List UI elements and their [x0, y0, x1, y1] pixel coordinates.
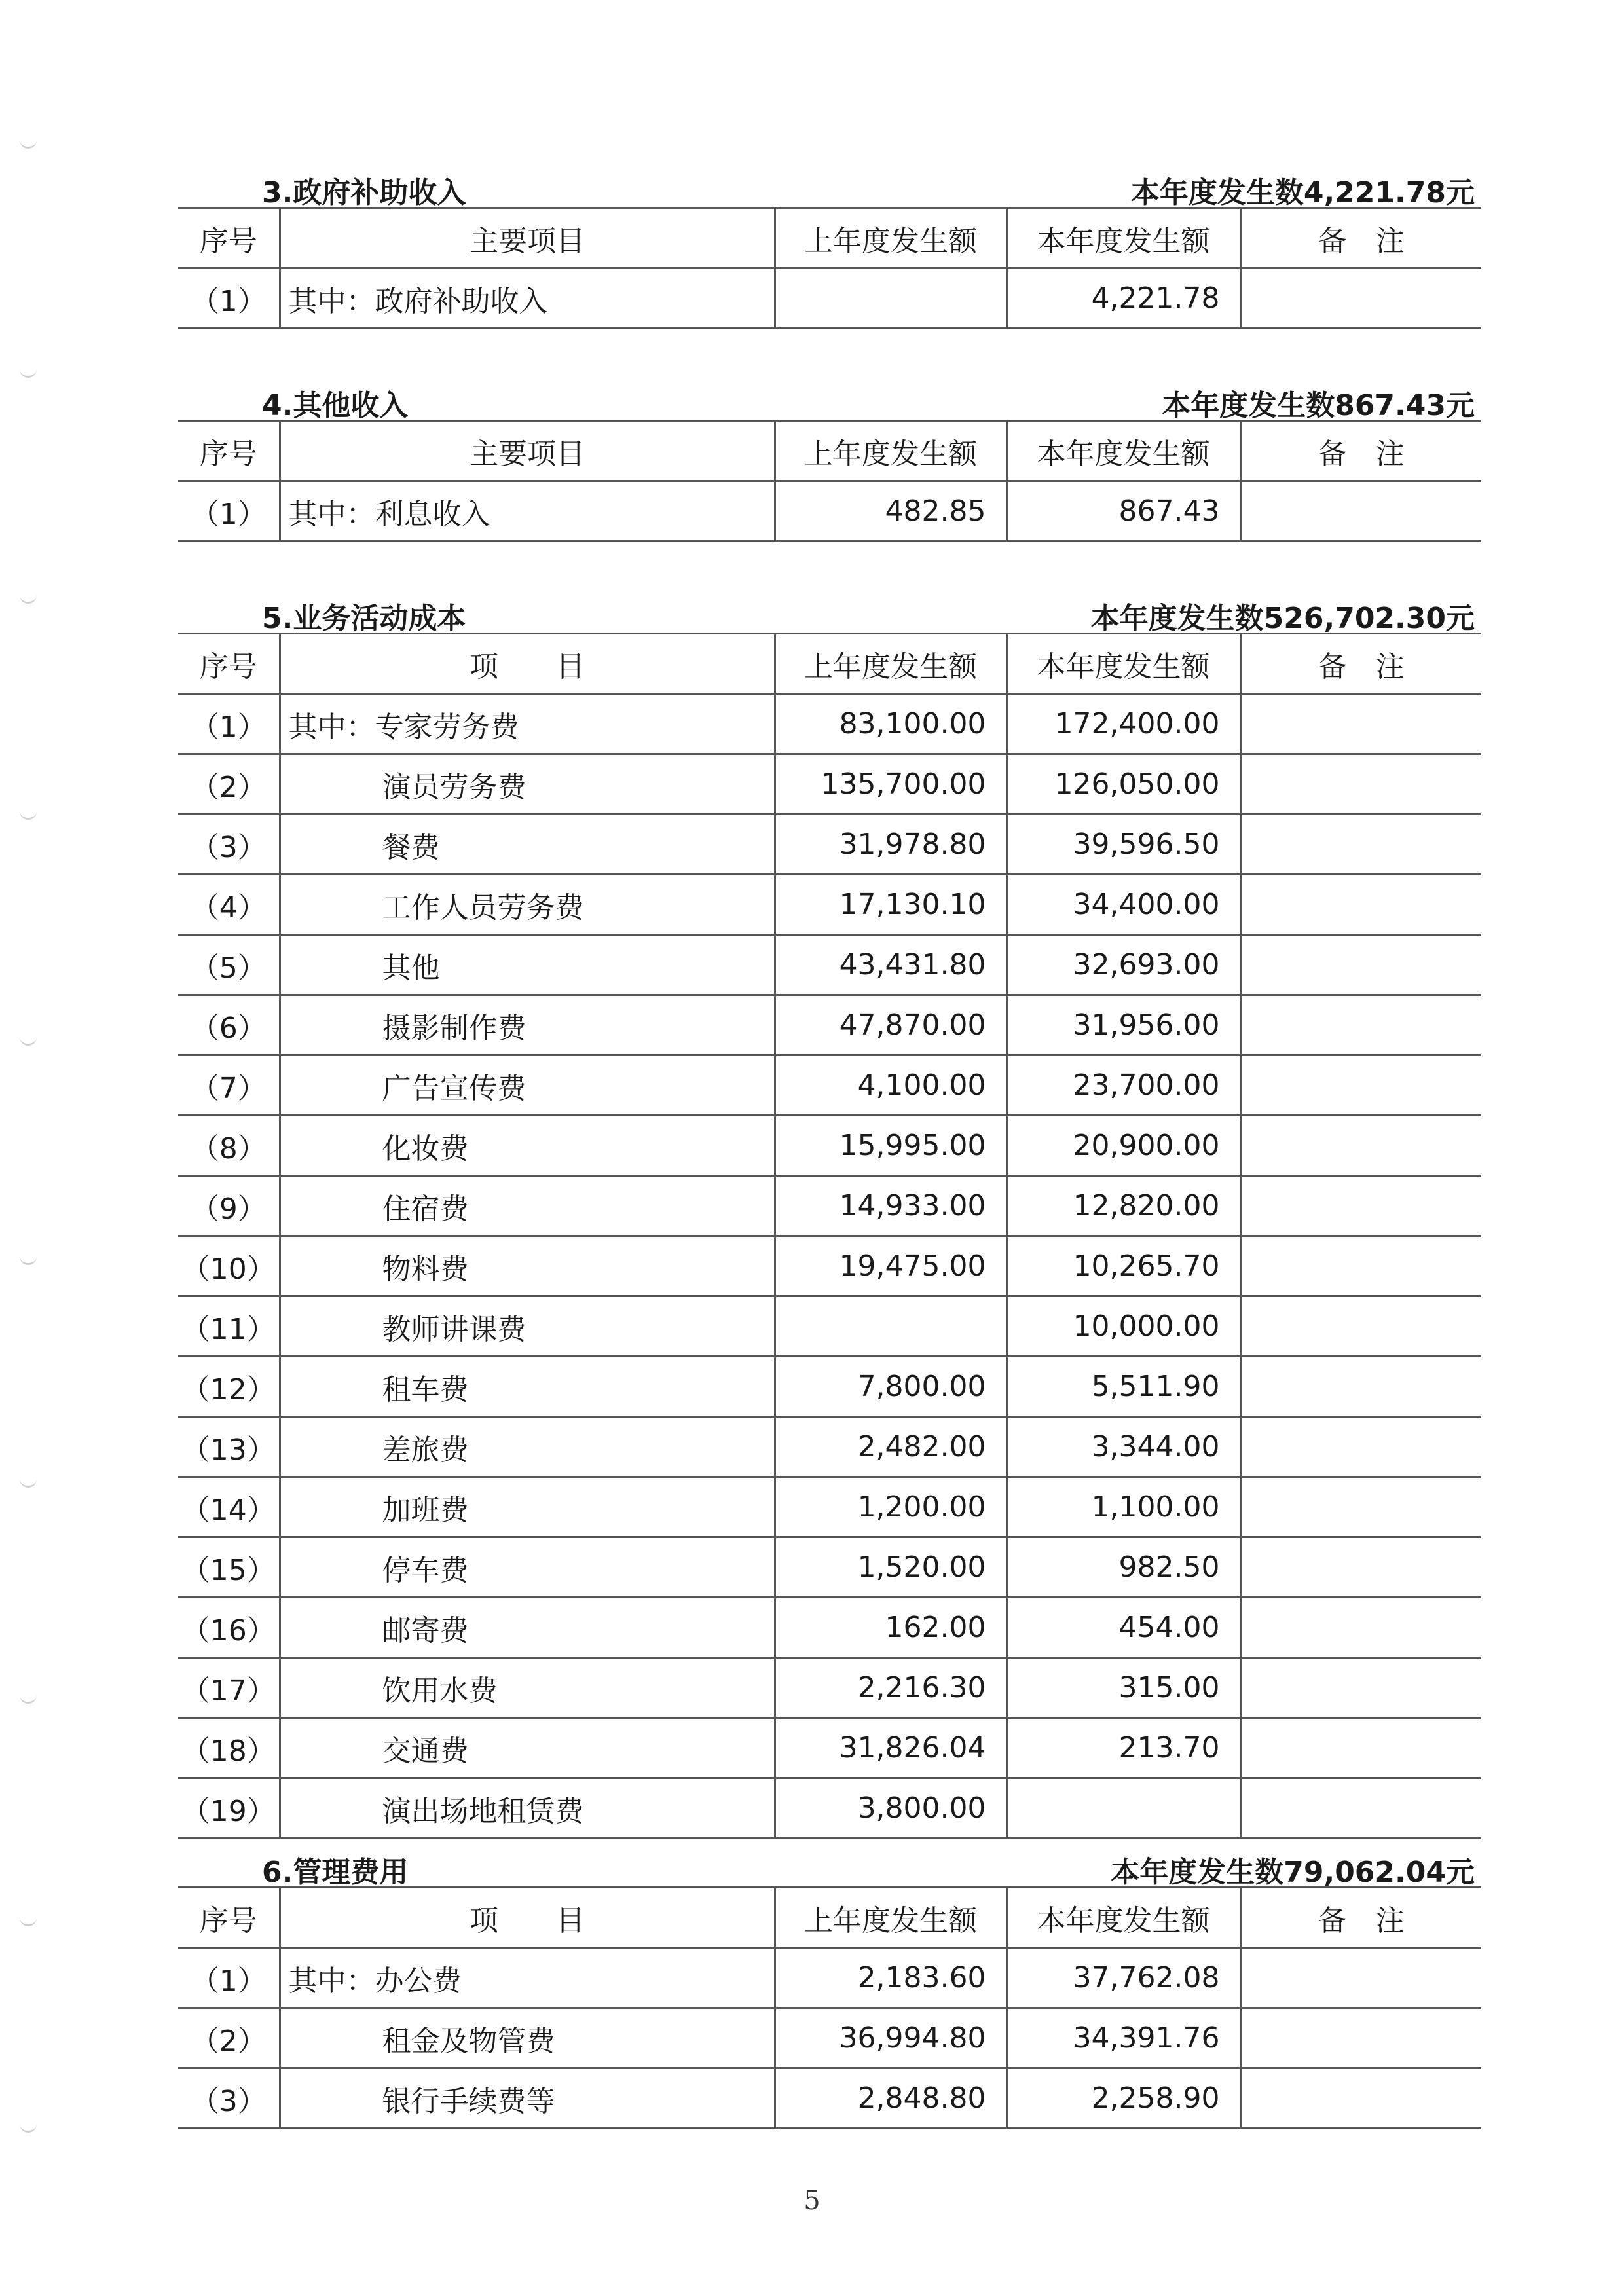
cell-current-year: 3,344.00 — [1006, 1417, 1240, 1477]
section-title: 4.其他收入 — [262, 389, 409, 422]
cell-item: 租金及物管费 — [280, 2008, 775, 2068]
section-total: 本年度发生数867.43元 — [1162, 389, 1475, 422]
punch-mark — [20, 367, 37, 378]
table-row — [178, 1477, 1481, 1537]
cell-prev-year: 135,700.00 — [775, 754, 1006, 815]
table-header-row — [178, 634, 1481, 694]
header-cell-note: 备 注 — [1240, 634, 1481, 694]
punch-mark — [20, 2121, 37, 2133]
cell-item: 饮用水费 — [280, 1658, 775, 1718]
section-business-cost — [178, 589, 1481, 1839]
cell-item: 其中：利息收入 — [280, 481, 775, 542]
cell-prev-year: 36,994.80 — [775, 2008, 1006, 2068]
cell-note — [1240, 1176, 1481, 1236]
header-cell-current-year: 本年度发生额 — [1006, 634, 1240, 694]
table-row — [178, 995, 1481, 1056]
section-title: 6.管理费用 — [262, 1856, 409, 1889]
cell-item: 教师讲课费 — [280, 1296, 775, 1357]
cell-note — [1240, 1417, 1481, 1477]
cell-item: 交通费 — [280, 1718, 775, 1778]
table-row — [178, 1056, 1481, 1116]
cell-no: （12） — [178, 1357, 280, 1417]
cell-no: （7） — [178, 1056, 280, 1116]
cell-item: 摄影制作费 — [280, 995, 775, 1056]
table-row — [178, 935, 1481, 995]
cell-item: 邮寄费 — [280, 1598, 775, 1658]
table-row — [178, 1417, 1481, 1477]
table-row — [178, 268, 1481, 329]
cell-prev-year: 14,933.00 — [775, 1176, 1006, 1236]
cell-note — [1240, 1598, 1481, 1658]
cell-current-year: 23,700.00 — [1006, 1056, 1240, 1116]
cell-current-year: 315.00 — [1006, 1658, 1240, 1718]
table-row — [178, 1236, 1481, 1296]
cell-item: 加班费 — [280, 1477, 775, 1537]
section-title: 5.业务活动成本 — [262, 602, 466, 635]
cell-prev-year: 83,100.00 — [775, 694, 1006, 754]
cell-prev-year: 43,431.80 — [775, 935, 1006, 995]
cell-current-year: 10,000.00 — [1006, 1296, 1240, 1357]
table-row — [178, 481, 1481, 542]
table-row — [178, 815, 1481, 875]
section-header — [178, 589, 1481, 633]
table-header-row — [178, 421, 1481, 481]
cell-current-year: 34,400.00 — [1006, 875, 1240, 935]
table-row — [178, 1778, 1481, 1839]
section-total: 本年度发生数79,062.04元 — [1111, 1856, 1475, 1889]
cell-prev-year: 2,848.80 — [775, 2068, 1006, 2129]
table-row — [178, 1718, 1481, 1778]
cell-note — [1240, 754, 1481, 815]
header-cell-item: 主要项目 — [280, 421, 775, 481]
cell-prev-year: 3,800.00 — [775, 1778, 1006, 1839]
table-row — [178, 875, 1481, 935]
header-cell-prev-year: 上年度发生额 — [775, 1888, 1006, 1948]
punch-mark — [20, 1035, 37, 1046]
cell-current-year: 454.00 — [1006, 1598, 1240, 1658]
header-cell-prev-year: 上年度发生额 — [775, 634, 1006, 694]
table-row — [178, 1537, 1481, 1598]
header-cell-no: 序号 — [178, 1888, 280, 1948]
header-cell-current-year: 本年度发生额 — [1006, 208, 1240, 268]
cell-item: 其中：办公费 — [280, 1948, 775, 2008]
cell-no: （19） — [178, 1778, 280, 1839]
cell-item: 住宿费 — [280, 1176, 775, 1236]
header-cell-note: 备 注 — [1240, 421, 1481, 481]
header-cell-current-year: 本年度发生额 — [1006, 421, 1240, 481]
header-cell-note: 备 注 — [1240, 1888, 1481, 1948]
data-table — [178, 1886, 1481, 2129]
cell-current-year: 31,956.00 — [1006, 995, 1240, 1056]
punch-mark — [20, 1693, 37, 1704]
cell-prev-year — [775, 268, 1006, 329]
cell-no: （1） — [178, 481, 280, 542]
section-header — [178, 376, 1481, 420]
table-row — [178, 1176, 1481, 1236]
cell-prev-year: 482.85 — [775, 481, 1006, 542]
cell-no: （15） — [178, 1537, 280, 1598]
cell-note — [1240, 1948, 1481, 2008]
cell-note — [1240, 1296, 1481, 1357]
cell-no: （8） — [178, 1116, 280, 1176]
cell-note — [1240, 1056, 1481, 1116]
header-cell-prev-year: 上年度发生额 — [775, 208, 1006, 268]
header-cell-note: 备 注 — [1240, 208, 1481, 268]
cell-current-year: 1,100.00 — [1006, 1477, 1240, 1537]
cell-no: （2） — [178, 754, 280, 815]
cell-note — [1240, 995, 1481, 1056]
header-cell-no: 序号 — [178, 634, 280, 694]
cell-note — [1240, 2068, 1481, 2129]
cell-no: （17） — [178, 1658, 280, 1718]
cell-note — [1240, 1357, 1481, 1417]
table-row — [178, 754, 1481, 815]
cell-no: （1） — [178, 1948, 280, 2008]
header-cell-item: 主要项目 — [280, 208, 775, 268]
cell-note — [1240, 481, 1481, 542]
table-row — [178, 1357, 1481, 1417]
data-table — [178, 207, 1481, 329]
cell-item: 广告宣传费 — [280, 1056, 775, 1116]
punch-mark — [20, 809, 37, 820]
table-row — [178, 694, 1481, 754]
section-other-income — [178, 376, 1481, 542]
page-number: 5 — [803, 2186, 821, 2216]
cell-item: 演出场地租赁费 — [280, 1778, 775, 1839]
cell-prev-year: 162.00 — [775, 1598, 1006, 1658]
cell-note — [1240, 875, 1481, 935]
cell-prev-year: 1,520.00 — [775, 1537, 1006, 1598]
section-total: 本年度发生数4,221.78元 — [1130, 176, 1475, 210]
cell-prev-year: 17,130.10 — [775, 875, 1006, 935]
cell-current-year: 12,820.00 — [1006, 1176, 1240, 1236]
cell-no: （3） — [178, 2068, 280, 2129]
cell-current-year: 20,900.00 — [1006, 1116, 1240, 1176]
cell-note — [1240, 694, 1481, 754]
cell-item: 停车费 — [280, 1537, 775, 1598]
cell-current-year: 867.43 — [1006, 481, 1240, 542]
cell-current-year: 34,391.76 — [1006, 2008, 1240, 2068]
cell-current-year: 982.50 — [1006, 1537, 1240, 1598]
cell-current-year: 5,511.90 — [1006, 1357, 1240, 1417]
cell-no: （16） — [178, 1598, 280, 1658]
cell-note — [1240, 935, 1481, 995]
cell-item: 租车费 — [280, 1357, 775, 1417]
cell-note — [1240, 1116, 1481, 1176]
cell-no: （11） — [178, 1296, 280, 1357]
cell-current-year: 4,221.78 — [1006, 268, 1240, 329]
punch-mark — [20, 1477, 37, 1488]
cell-current-year: 126,050.00 — [1006, 754, 1240, 815]
table-row — [178, 1598, 1481, 1658]
cell-current-year — [1006, 1778, 1240, 1839]
cell-no: （18） — [178, 1718, 280, 1778]
cell-note — [1240, 1477, 1481, 1537]
data-table — [178, 633, 1481, 1839]
cell-prev-year: 2,216.30 — [775, 1658, 1006, 1718]
punch-mark — [20, 1254, 37, 1265]
cell-no: （3） — [178, 815, 280, 875]
section-header — [178, 164, 1481, 210]
cell-no: （5） — [178, 935, 280, 995]
header-cell-prev-year: 上年度发生额 — [775, 421, 1006, 481]
cell-prev-year: 19,475.00 — [775, 1236, 1006, 1296]
punch-mark — [20, 138, 37, 149]
cell-no: （9） — [178, 1176, 280, 1236]
cell-note — [1240, 1537, 1481, 1598]
cell-item: 银行手续费等 — [280, 2068, 775, 2129]
cell-prev-year: 2,482.00 — [775, 1417, 1006, 1477]
table-row — [178, 1948, 1481, 2008]
cell-item: 餐费 — [280, 815, 775, 875]
table-row — [178, 1658, 1481, 1718]
section-title: 3.政府补助收入 — [262, 176, 466, 210]
cell-current-year: 172,400.00 — [1006, 694, 1240, 754]
cell-current-year: 37,762.08 — [1006, 1948, 1240, 2008]
cell-no: （13） — [178, 1417, 280, 1477]
cell-item: 工作人员劳务费 — [280, 875, 775, 935]
cell-note — [1240, 1718, 1481, 1778]
table-row — [178, 2008, 1481, 2068]
cell-note — [1240, 1778, 1481, 1839]
cell-prev-year: 4,100.00 — [775, 1056, 1006, 1116]
table-header-row — [178, 208, 1481, 268]
cell-note — [1240, 815, 1481, 875]
cell-item: 其他 — [280, 935, 775, 995]
section-management-expenses — [178, 1843, 1481, 2129]
cell-item: 化妆费 — [280, 1116, 775, 1176]
section-total: 本年度发生数526,702.30元 — [1090, 602, 1475, 635]
cell-current-year: 32,693.00 — [1006, 935, 1240, 995]
header-cell-no: 序号 — [178, 421, 280, 481]
header-cell-item: 项 目 — [280, 1888, 775, 1948]
cell-prev-year: 15,995.00 — [775, 1116, 1006, 1176]
cell-item: 其中：专家劳务费 — [280, 694, 775, 754]
punch-mark — [20, 1915, 37, 1926]
cell-no: （10） — [178, 1236, 280, 1296]
cell-no: （1） — [178, 694, 280, 754]
cell-current-year: 10,265.70 — [1006, 1236, 1240, 1296]
cell-prev-year: 1,200.00 — [775, 1477, 1006, 1537]
header-cell-no: 序号 — [178, 208, 280, 268]
punch-mark — [20, 593, 37, 604]
cell-no: （6） — [178, 995, 280, 1056]
cell-item: 演员劳务费 — [280, 754, 775, 815]
cell-prev-year — [775, 1296, 1006, 1357]
cell-prev-year: 7,800.00 — [775, 1357, 1006, 1417]
cell-no: （14） — [178, 1477, 280, 1537]
table-row — [178, 1296, 1481, 1357]
cell-note — [1240, 268, 1481, 329]
table-header-row — [178, 1888, 1481, 1948]
table-row — [178, 2068, 1481, 2129]
cell-no: （2） — [178, 2008, 280, 2068]
cell-prev-year: 2,183.60 — [775, 1948, 1006, 2008]
section-government-subsidy — [178, 164, 1481, 329]
cell-current-year: 2,258.90 — [1006, 2068, 1240, 2129]
cell-no: （4） — [178, 875, 280, 935]
cell-no: （1） — [178, 268, 280, 329]
cell-current-year: 39,596.50 — [1006, 815, 1240, 875]
cell-note — [1240, 1236, 1481, 1296]
section-header — [178, 1843, 1481, 1889]
cell-prev-year: 31,978.80 — [775, 815, 1006, 875]
data-table — [178, 420, 1481, 542]
header-cell-current-year: 本年度发生额 — [1006, 1888, 1240, 1948]
cell-prev-year: 31,826.04 — [775, 1718, 1006, 1778]
cell-item: 差旅费 — [280, 1417, 775, 1477]
cell-item: 其中：政府补助收入 — [280, 268, 775, 329]
table-row — [178, 1116, 1481, 1176]
cell-current-year: 213.70 — [1006, 1718, 1240, 1778]
cell-item: 物料费 — [280, 1236, 775, 1296]
cell-prev-year: 47,870.00 — [775, 995, 1006, 1056]
cell-note — [1240, 1658, 1481, 1718]
cell-note — [1240, 2008, 1481, 2068]
header-cell-item: 项 目 — [280, 634, 775, 694]
